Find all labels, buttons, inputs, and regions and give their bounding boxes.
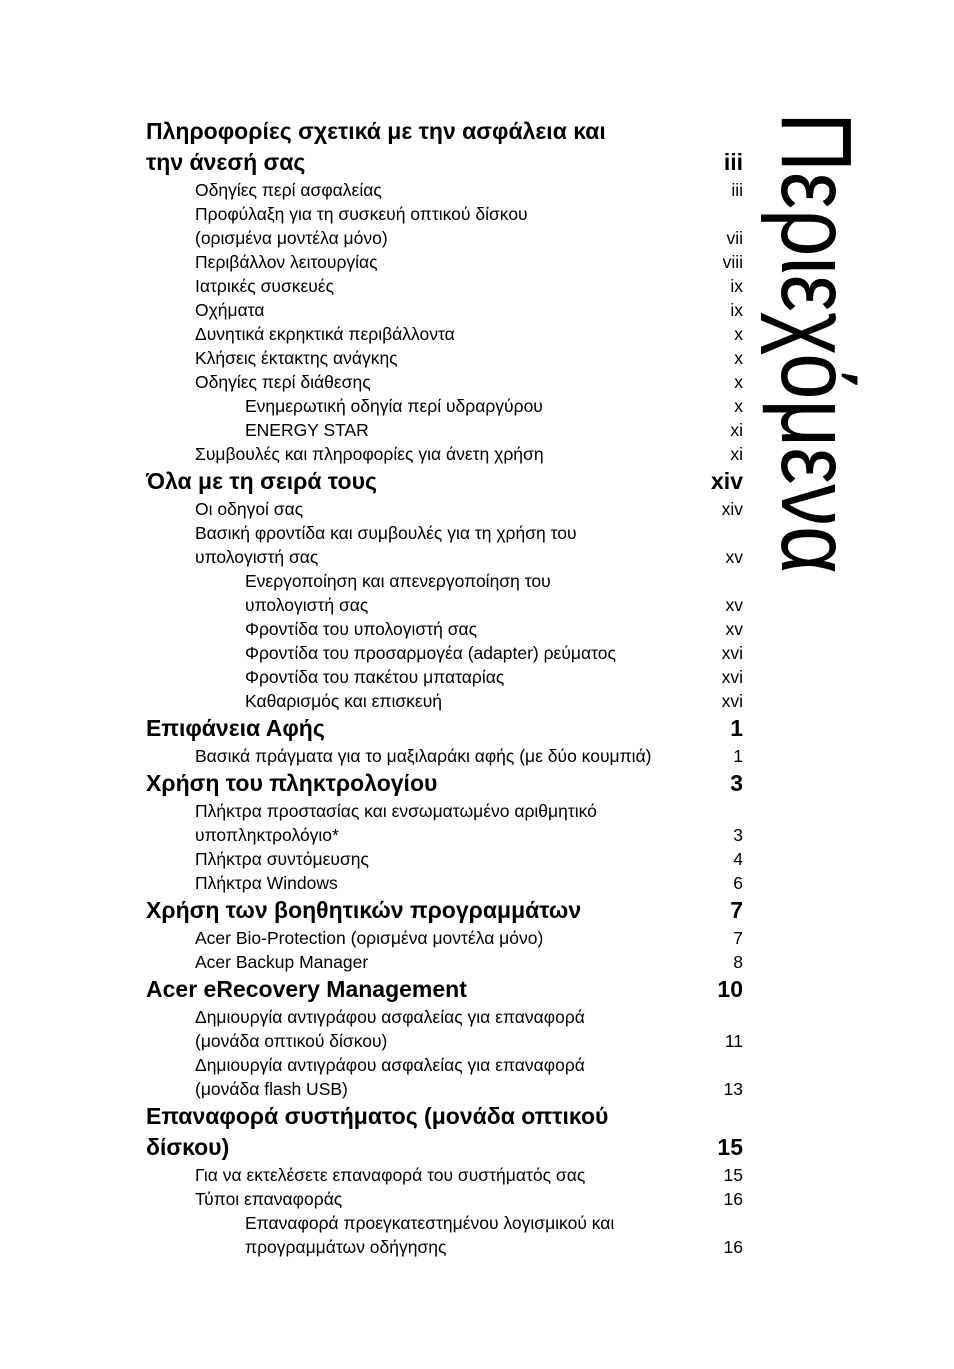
toc-entry-page-number: x [734,396,743,416]
toc-entry-title: Ενημερωτική οδηγία περί υδραργύρου [245,396,543,416]
toc-entry-title: Ενεργοποίηση και απενεργοποίηση του [245,571,551,591]
toc-entry-line [195,322,743,346]
toc-entry-page-number: 6 [733,873,743,893]
toc-entry-title: Χρήση του πληκτρολογίου [146,770,438,796]
toc-entry-level-1 [146,713,743,744]
toc-entry-title: Οι οδηγοί σας [195,499,304,519]
toc-entry-title: Όλα με τη σειρά τους [146,468,377,494]
toc-entry-level-3 [146,418,743,442]
toc-entry-page-number: 16 [723,1237,743,1257]
toc-entry-page-number: iii [723,149,743,175]
toc-entry-level-1 [146,1101,743,1163]
toc-entry-title: προγραμμάτων οδήγησης [245,1237,447,1257]
table-of-contents [146,116,743,1259]
toc-entry-title: Χρήση των βοηθητικών προγραμμάτων [146,897,582,923]
toc-entry-title: (ορισμένα μοντέλα μόνο) [195,228,388,248]
toc-entry-title: Φροντίδα του υπολογιστή σας [245,619,478,639]
toc-entry-line [195,226,743,250]
toc-entry-title: Πληροφορίες σχετικά με την ασφάλεια και [146,118,606,144]
toc-entry-level-2 [146,442,743,466]
toc-entry-level-2 [146,521,743,569]
toc-entry-level-2 [146,322,743,346]
toc-entry-level-1 [146,116,743,178]
toc-entry-title: Acer Bio-Protection (ορισμένα μοντέλα μόνο) [195,928,544,948]
toc-entry-page-number: xv [725,595,743,615]
toc-entry-line [245,569,743,593]
toc-entry-line [195,799,743,823]
side-title [760,112,872,668]
toc-entry-level-2 [146,370,743,394]
toc-entry-line [146,116,743,147]
toc-entry-line [245,641,743,665]
toc-entry-line [146,895,743,926]
toc-entry-line [146,147,743,178]
toc-entry-page-number: x [734,324,743,344]
toc-entry-title: Για να εκτελέσετε επαναφορά του συστήματός σας [195,1165,586,1185]
toc-entry-line [195,178,743,202]
toc-entry-page-number: 7 [730,897,743,923]
toc-entry-line [195,1163,743,1187]
toc-entry-page-number: ix [730,276,743,296]
toc-entry-level-2 [146,1163,743,1187]
toc-entry-line [195,1029,743,1053]
toc-entry-title: Δημιουργία αντιγράφου ασφαλείας για επαναφορά [195,1007,585,1027]
toc-entry-title: Ιατρικές συσκευές [195,276,335,296]
toc-entry-level-2 [146,744,743,768]
toc-entry-title: Περιβάλλον λειτουργίας [195,252,378,272]
toc-entry-level-1 [146,466,743,497]
toc-entry-title: Πλήκτρα Windows [195,873,338,893]
toc-entry-page-number: 3 [730,770,743,796]
toc-entry-level-2 [146,346,743,370]
toc-entry-level-3 [146,617,743,641]
toc-entry-page-number: xv [725,547,743,567]
toc-entry-level-3 [146,1211,743,1259]
toc-entry-level-2 [146,497,743,521]
toc-entry-title: Προφύλαξη για τη συσκευή οπτικού δίσκου [195,204,528,224]
toc-entry-level-3 [146,665,743,689]
toc-entry-page-number: 4 [733,849,743,869]
toc-entry-level-1 [146,974,743,1005]
toc-entry-line [245,1211,743,1235]
toc-entry-level-2 [146,274,743,298]
toc-entry-page-number: x [734,372,743,392]
toc-entry-page-number: xiv [711,468,743,494]
toc-entry-title: Πλήκτρα προστασίας και ενσωματωμένο αριθμητικό [195,801,597,821]
toc-entry-line [195,346,743,370]
toc-entry-level-3 [146,641,743,665]
toc-entry-title: Συμβουλές και πληροφορίες για άνετη χρήση [195,444,544,464]
toc-entry-page-number: xi [730,444,743,464]
toc-entry-title: Βασικά πράγματα για το μαξιλαράκι αφής (με δύο κουμπιά) [195,746,652,766]
toc-entry-line [245,617,743,641]
toc-entry-title: Βασική φροντίδα και συμβουλές για τη χρήση του [195,523,577,543]
toc-entry-level-2 [146,847,743,871]
toc-entry-title: υπολογιστή σας [245,595,369,615]
toc-entry-title: Οδηγίες περί ασφαλείας [195,180,382,200]
toc-entry-level-2 [146,926,743,950]
toc-entry-line [245,689,743,713]
toc-entry-title: Φροντίδα του προσαρμογέα (adapter) ρεύματος [245,643,616,663]
toc-entry-level-3 [146,689,743,713]
toc-entry-line [195,950,743,974]
toc-entry-line [245,418,743,442]
toc-entry-line [195,521,743,545]
toc-entry-title: Κλήσεις έκτακτης ανάγκης [195,348,398,368]
toc-entry-page-number: 16 [723,1189,743,1209]
toc-entry-page-number: xvi [721,667,743,687]
toc-entry-line [195,202,743,226]
toc-entry-line [195,744,743,768]
toc-entry-page-number: 15 [723,1165,743,1185]
toc-entry-page-number: xvi [721,643,743,663]
toc-entry-title: υποπληκτρολόγιο* [195,825,339,845]
toc-entry-line [195,926,743,950]
toc-entry-title: Τύποι επαναφοράς [195,1189,343,1209]
toc-entry-page-number: 1 [730,715,743,741]
toc-entry-level-3 [146,569,743,617]
toc-entry-level-2 [146,178,743,202]
toc-entry-title: Acer Backup Manager [195,952,369,972]
toc-entry-line [195,545,743,569]
toc-entry-page-number: vii [726,228,743,248]
toc-entry-page-number: 15 [717,1134,743,1160]
toc-entry-level-1 [146,895,743,926]
toc-entry-page-number: xi [730,420,743,440]
toc-entry-page-number: viii [722,252,743,272]
toc-entry-line [195,1187,743,1211]
toc-entry-line [195,497,743,521]
toc-entry-line [245,593,743,617]
toc-entry-title: Δυνητικά εκρηκτικά περιβάλλοντα [195,324,455,344]
toc-entry-title: Επαναφορά προεγκατεστημένου λογισμικού και [245,1213,615,1233]
toc-entry-title: Επιφάνεια Αφής [146,715,325,741]
toc-entry-level-2 [146,298,743,322]
toc-entry-title: την άνεσή σας [146,149,306,175]
toc-entry-line [146,1101,743,1132]
toc-entry-page-number: 8 [733,952,743,972]
toc-entry-line [195,1077,743,1101]
toc-entry-line [245,394,743,418]
toc-entry-line [146,713,743,744]
toc-entry-title: Οδηγίες περί διάθεσης [195,372,371,392]
toc-entry-title: δίσκου) [146,1134,230,1160]
toc-entry-level-2 [146,250,743,274]
toc-entry-line [195,823,743,847]
toc-entry-title: (μονάδα οπτικού δίσκου) [195,1031,388,1051]
toc-entry-page-number: 1 [733,746,743,766]
toc-entry-level-2 [146,871,743,895]
toc-entry-title: ENERGY STAR [245,420,369,440]
toc-entry-level-2 [146,202,743,250]
toc-entry-page-number: xvi [721,691,743,711]
toc-entry-page-number: xv [725,619,743,639]
toc-entry-title: Δημιουργία αντιγράφου ασφαλείας για επαναφορά [195,1055,585,1075]
toc-entry-line [195,1053,743,1077]
side-title-text: Περιεχόμενα [760,112,872,668]
toc-entry-level-2 [146,950,743,974]
toc-entry-title: (μονάδα flash USB) [195,1079,348,1099]
toc-entry-page-number: ix [730,300,743,320]
toc-entry-title: Επαναφορά συστήματος (μονάδα οπτικού [146,1103,609,1129]
toc-entry-level-2 [146,1005,743,1053]
toc-entry-page-number: 3 [733,825,743,845]
toc-entry-line [195,298,743,322]
toc-entry-level-1 [146,768,743,799]
toc-entry-title: Καθαρισμός και επισκευή [245,691,443,711]
toc-entry-level-2 [146,1053,743,1101]
toc-entry-line [195,871,743,895]
toc-entry-level-2 [146,799,743,847]
toc-entry-line [195,847,743,871]
toc-entry-page-number: iii [731,180,743,200]
toc-entry-title: Πλήκτρα συντόμευσης [195,849,369,869]
toc-entry-line [146,768,743,799]
toc-entry-line [146,974,743,1005]
toc-entry-page-number: x [734,348,743,368]
toc-entry-line [195,250,743,274]
toc-entry-line [245,665,743,689]
toc-entry-line [195,370,743,394]
toc-entry-title: Acer eRecovery Management [146,976,467,1002]
toc-entry-page-number: 10 [717,976,743,1002]
toc-entry-line [195,1005,743,1029]
toc-entry-line [146,466,743,497]
toc-entry-page-number: xiv [721,499,743,519]
toc-entry-page-number: 7 [733,928,743,948]
toc-entry-title: Οχήματα [195,300,265,320]
toc-entry-line [245,1235,743,1259]
toc-entry-line [146,1132,743,1163]
toc-entry-level-2 [146,1187,743,1211]
toc-entry-title: υπολογιστή σας [195,547,319,567]
toc-entry-title: Φροντίδα του πακέτου μπαταρίας [245,667,505,687]
toc-entry-page-number: 13 [723,1079,743,1099]
toc-entry-page-number: 11 [724,1031,743,1051]
toc-entry-line [195,442,743,466]
toc-entry-level-3 [146,394,743,418]
toc-entry-line [195,274,743,298]
